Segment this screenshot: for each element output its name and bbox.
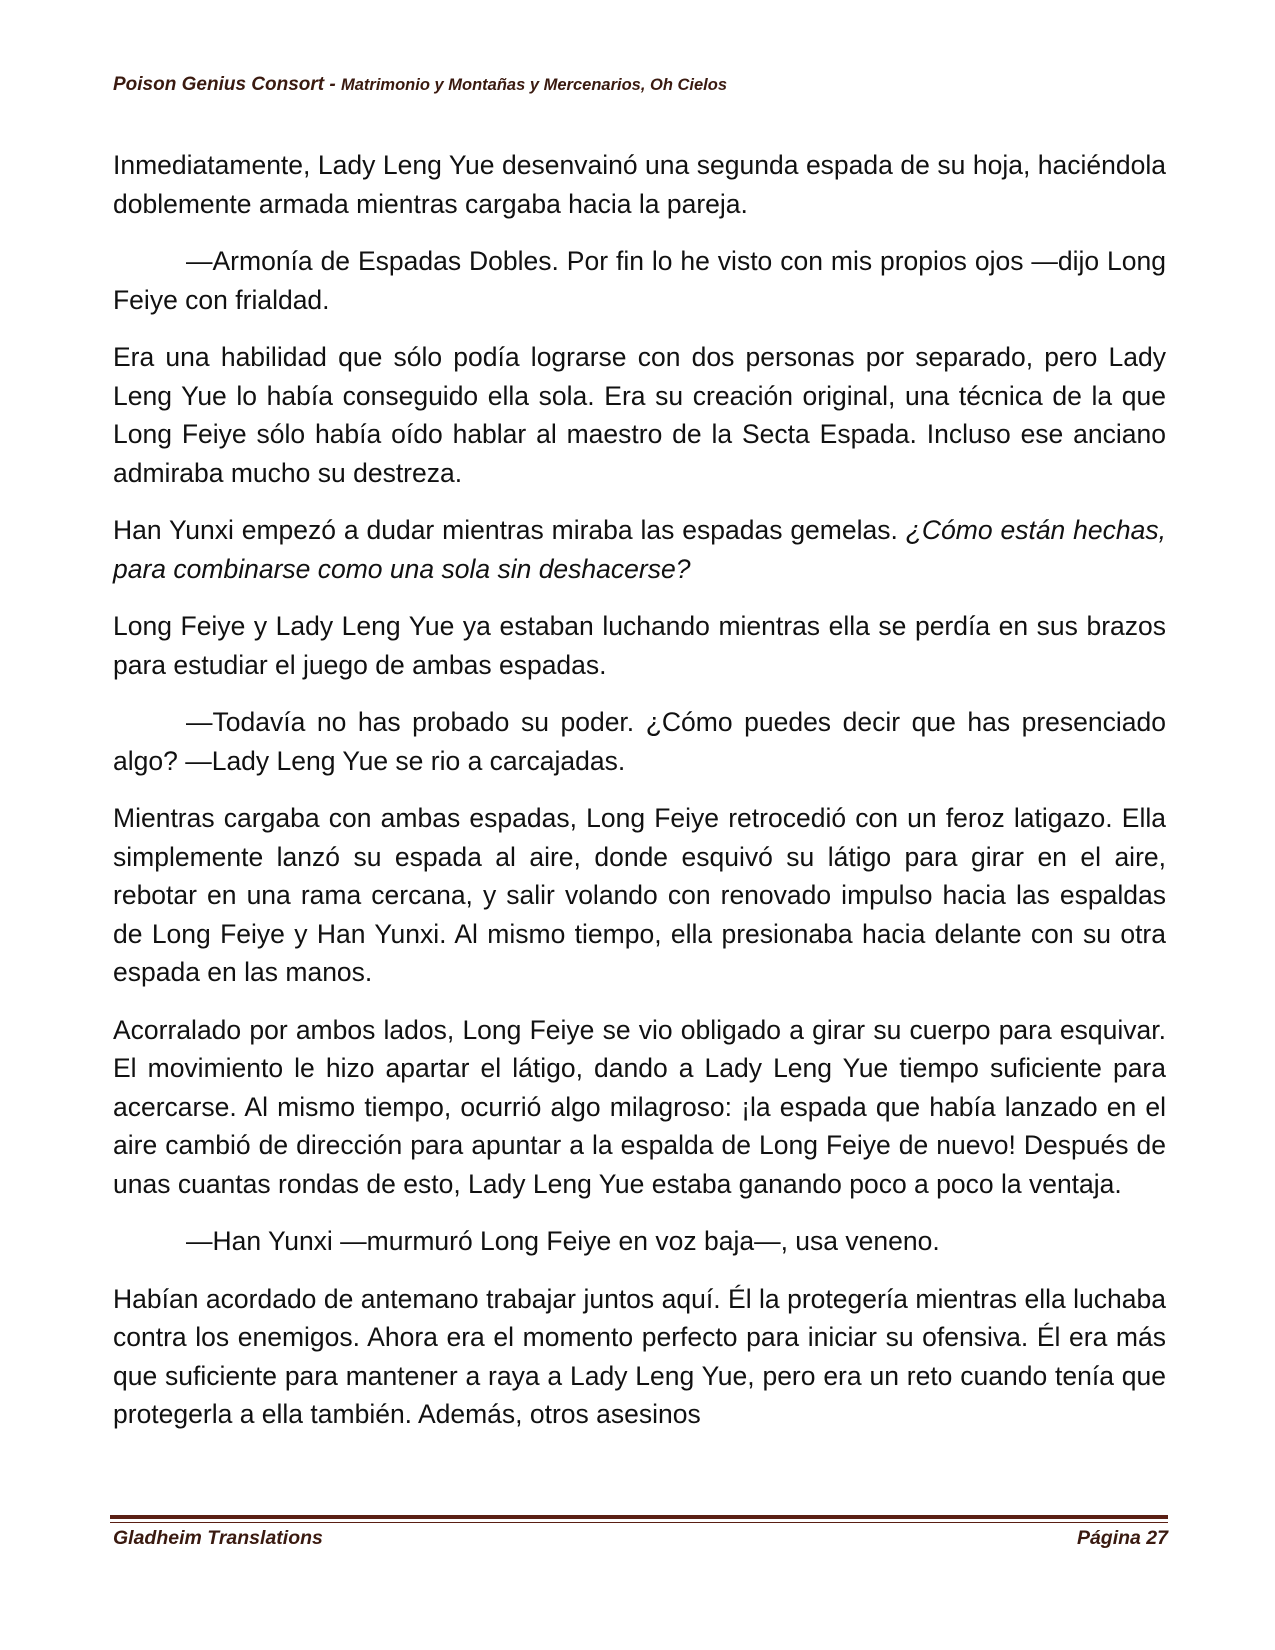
footer-divider-thick [110, 1515, 1168, 1519]
paragraph-2-dialog [113, 242, 1166, 319]
footer-divider-thin [110, 1522, 1168, 1523]
paragraph-text: —Han Yunxi —murmuró Long Feiye en voz baja—, usa veneno. [186, 1226, 940, 1256]
paragraph-6-dialog [113, 703, 1166, 780]
paragraph-3 [113, 338, 1166, 492]
paragraph-text: Han Yunxi empezó a dudar mientras miraba las espadas gemelas. [113, 515, 906, 545]
series-title: Poison Genius Consort [113, 74, 325, 95]
paragraph-text: Era una habilidad que sólo podía lograrse con dos personas por separado, pero Lady Leng Yue lo había conseguido ella sola. Era su creación original, una técnica de la que Long Feiye sólo había oído hablar al maestro de la Secta Espada. Incluso ese anciano admiraba mucho su destreza. [113, 342, 1166, 488]
paragraph-text: —Todavía no has probado su poder. ¿Cómo puedes decir que has presenciado algo? —Lady Leng Yue se rio a carcajadas. [113, 707, 1166, 776]
paragraph-8 [113, 1011, 1166, 1204]
page-number: Página 27 [1076, 1527, 1168, 1549]
paragraph-text: Long Feiye y Lady Leng Yue ya estaban luchando mientras ella se perdía en sus brazos para estudiar el juego de ambas espadas. [113, 611, 1166, 680]
footer-divider [110, 1515, 1168, 1523]
paragraph-text: Habían acordado de antemano trabajar juntos aquí. Él la protegería mientras ella luchaba contra los enemigos. Ahora era el momento perfecto para iniciar su ofensiva. Él era más que suficiente para mantener a raya a Lady Leng Yue, pero era un reto cuando tenía que protegerla a ella también. Además, otros asesinos [113, 1283, 1166, 1429]
paragraph-4 [113, 511, 1166, 588]
paragraph-7 [113, 799, 1166, 992]
paragraph-9-dialog [113, 1222, 1166, 1261]
paragraph-1 [113, 146, 1166, 223]
publisher-name: Gladheim Translations [113, 1527, 323, 1549]
paragraph-5 [113, 607, 1166, 684]
paragraph-italic-thought: ¿Cómo están hechas, para combinarse como una sola sin deshacerse? [113, 515, 1166, 584]
paragraph-text: Acorralado por ambos lados, Long Feiye se vio obligado a girar su cuerpo para esquivar. El movimiento le hizo apartar el látigo, dando a Lady Leng Yue tiempo suficiente para acercarse. Al mismo tiempo, ocurrió algo milagroso: ¡la espada que había lanzado en el aire cambió de dirección para apuntar a la espalda de Long Feiye de nuevo! Después de unas cuantas rondas de esto, Lady Leng Yue estaba ganando poco a poco la ventaja. [113, 1014, 1166, 1199]
page-header [113, 74, 1173, 96]
chapter-title: Matrimonio y Montañas y Mercenarios, Oh Cielos [341, 76, 728, 94]
paragraph-text: —Armonía de Espadas Dobles. Por fin lo he visto con mis propios ojos —dijo Long Feiye con frialdad. [113, 246, 1166, 315]
header-separator: - [324, 74, 342, 95]
document-body [113, 146, 1166, 1453]
paragraph-10 [113, 1280, 1166, 1434]
paragraph-text: Mientras cargaba con ambas espadas, Long Feiye retrocedió con un feroz latigazo. Ella simplemente lanzó su espada al aire, donde esquivó su látigo para girar en el aire, rebotar en una rama cercana, y salir volando con renovado impulso hacia las espaldas de Long Feiye y Han Yunxi. Al mismo tiempo, ella presionaba hacia delante con su otra espada en las manos. [113, 803, 1166, 987]
paragraph-text: Inmediatamente, Lady Leng Yue desenvainó una segunda espada de su hoja, haciéndola doblemente armada mientras cargaba hacia la pareja. [113, 150, 1166, 219]
